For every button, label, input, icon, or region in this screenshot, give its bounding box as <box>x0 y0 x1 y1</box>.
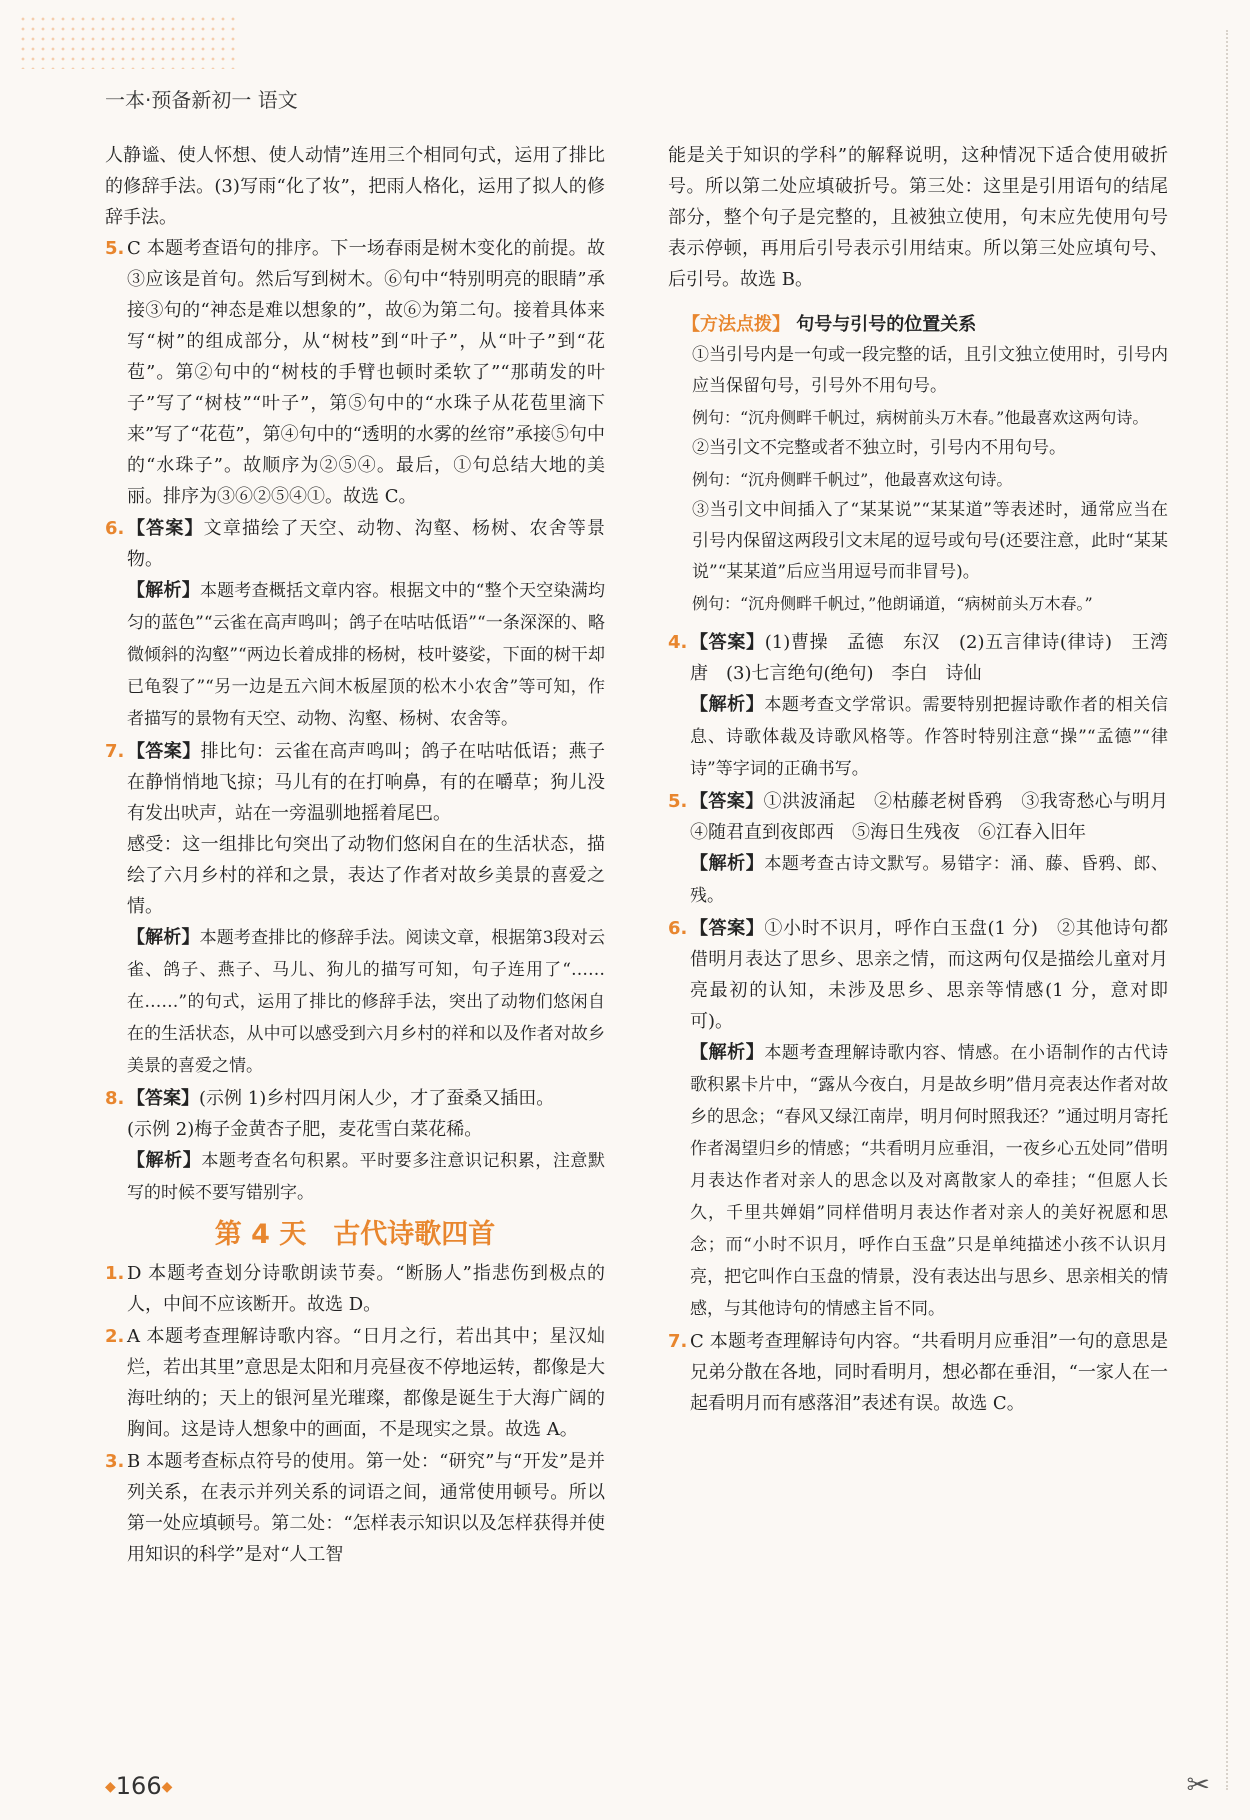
left-column <box>105 140 605 1571</box>
question-4-right: 4. 【答案】(1)曹操 孟德 东汉 (2)五言律诗(律诗) 王湾 唐 (3)七言绝句(绝句) 李白 诗仙 【解析】本题考查文学常识。需要特别把握诗歌作者的相关信息、诗歌体裁及诗歌风格等。作答时特别注意“操”“孟德”“律诗”等字词的正确书写。 <box>668 632 1186 779</box>
page-header: 一本·预备新初一 语文 <box>105 88 298 112</box>
question-7: 7. 【答案】排比句：云雀在高声鸣叫；鸽子在咕咕低语；燕子在静悄悄地飞掠；马儿有的在打响鼻，有的在嚼草；狗儿没有发出吠声，站在一旁温驯地摇着尾巴。 感受：这一组排比句突出了动物们悠闲自在的生活状态，描绘了六月乡村的祥和之景，表达了作者对故乡美景的喜爱之情。 【解析】本题考查排比的修辞手法。阅读文章，根据第3段对云雀、鸽子、燕子、马儿、狗儿的描写可知，句子连用了“……在……”的句式，运用了排比的修辞手法，突出了动物们悠闲自在的生活状态，从中可以感受到六月乡村的祥和以及作者对故乡美景的喜爱之情。 <box>105 741 606 1076</box>
question-6: 6. 【答案】文章描绘了天空、动物、沟壑、杨树、农舍等景物。 【解析】本题考查概括文章内容。根据文中的“整个天空染满均匀的蓝色”“云雀在高声鸣叫；鸽子在咕咕低语”“一条深深的、略微倾斜的沟壑”“两边长着成排的杨树，枝叶婆娑，下面的树干却已龟裂了”“另一边是五六间木板屋顶的松木小农舍”等可知，作者描写的景物有天空、动物、沟壑、杨树、农舍等。 <box>105 518 606 729</box>
question-7-right: 7. C 本题考查理解诗句内容。“共看明月应垂泪”一句的意思是兄弟分散在各地，同时看明月，想必都在垂泪，“一家人在一起看明月而有感落泪”表述有误。故选 C。 <box>668 1331 1168 1414</box>
section-question-2: 2. A 本题考查理解诗歌内容。“日月之行，若出其中；星汉灿烂，若出其里”意思是太阳和月亮昼夜不停地运转，都像是大海吐纳的；天上的银河星光璀璨，都像是诞生于大海广阔的胸间。这是诗人想象中的画面，不是现实之景。故选 A。 <box>105 1326 605 1440</box>
section-question-1: 1. D 本题考查划分诗歌朗读节奏。“断肠人”指悲伤到极点的人，中间不应该断开。故选 D。 <box>105 1263 605 1315</box>
section-question-3: 3. B 本题考查标点符号的使用。第一处：“研究”与“开发”是并列关系，在表示并列关系的词语之间，通常使用顿号。所以第一处应填顿号。第二处：“怎样表示知识以及怎样获得并使用知识的科学”是对“人工智 <box>105 1451 605 1565</box>
continued-text: 能是关于知识的学科”的解释说明，这种情况下适合使用破折号。所以第二处应填破折号。第三处：这里是引用语句的结尾部分，整个句子是完整的，且被独立使用，句末应先使用句号表示停顿，再用后引号表示引用结束。所以第三处应填句号、后引号。故选 B。 <box>668 145 1168 290</box>
section-title: 第 4 天 古代诗歌四首 <box>214 1219 496 1250</box>
right-column <box>668 140 1187 1420</box>
question-5: 5. C 本题考查语句的排序。下一场春雨是树木变化的前提。故③应该是首句。然后写到树木。⑥句中“特别明亮的眼睛”承接③句的“神态是难以想象的”，故⑥为第二句。接着具体来写“树”的组成部分，从“树枝”到“叶子”，从“叶子”到“花苞”。第②句中的“树枝的手臂也顿时柔软了”“那萌发的叶子”写了“树枝”“叶子”，第⑤句中的“水珠子从花苞里滴下来”写了“花苞”，第④句中的“透明的水雾的丝帘”承接⑤句中的“水珠子”。故顺序为②⑤④。最后，①句总结大地的美丽。排序为③⑥②⑤④①。故选 C。 <box>105 238 606 507</box>
method-heading: 【方法点拨】 句号与引号的位置关系 <box>682 314 977 335</box>
decorative-dots <box>18 14 238 69</box>
scissors-icon: ✂ <box>1186 1768 1210 1801</box>
question-5-right: 5. 【答案】①洪波涌起 ②枯藤老树昏鸦 ③我寄愁心与明月 ④随君直到夜郎西 ⑤海日生残夜 ⑥江春入旧年 【解析】本题考查古诗文默写。易错字：涌、藤、昏鸦、郎、残。 <box>668 791 1187 906</box>
question-6-right: 6. 【答案】①小时不识月，呼作白玉盘(1 分) ②其他诗句都借明月表达了思乡、思亲之情，而这两句仅是描绘儿童对月亮最初的认知，未涉及思乡、思亲等情感(1 分，意对即可)。 【解析】本题考查理解诗歌内容、情感。在小语制作的古代诗歌积累卡片中，“露从今夜白，月是故乡明”借月亮表达作者对故乡的思念；“春风又绿江南岸，明月何时照我还？”通过明月寄托作者渴望归乡的情感；“共看明月应垂泪，一夜乡心五处同”借明月表达作者对亲人的思念以及对离散家人的牵挂；“但愿人长久，千里共婵娟”同样借明月表达作者对亲人的美好祝愿和思念；而“小时不识月，呼作白玉盘”只是单纯描述小孩不认识月亮，把它叫作白玉盘的情景，没有表达出与思乡、思亲相关的情感，与其他诗句的情感主旨不同。 <box>668 918 1169 1319</box>
intro-text: 人静谧、使人怀想、使人动情”连用三个相同句式，运用了排比的修辞手法。(3)写雨“化了妆”，把雨人格化，运用了拟人的修辞手法。 <box>105 145 605 228</box>
answer-tag: 【答案】 <box>127 518 204 539</box>
analysis-tag: 【解析】 <box>127 580 200 601</box>
question-8: 8. 【答案】(示例 1)乡村四月闲人少，才了蚕桑又插田。 (示例 2)梅子金黄杏子肥，麦花雪白菜花稀。 【解析】本题考查名句积累。平时要多注意识记积累，注意默写的时候不要写错别字。 <box>105 1088 606 1203</box>
method-tip-box: 【方法点拨】 句号与引号的位置关系 ①当引号内是一句或一段完整的话，且引文独立使用时，引号内应当保留句号，引号外不用句号。 例句：“沉舟侧畔千帆过，病树前头万木春。”他最喜欢这两句诗。 ②当引文不完整或者不独立时，引号内不用句号。 例句：“沉舟侧畔千帆过”，他最喜欢这句诗。 ③当引文中间插入了“某某说”“某某道”等表述时，通常应当在引号内保留这两段引文末尾的逗号或句号(还要注意，此时“某某说”“某某道”后应当用逗号而非冒号)。 例句：“沉舟侧畔千帆过，”他朗诵道，“病树前头万木春。” <box>682 309 1168 619</box>
page-number: ◆166◆ <box>105 1772 173 1800</box>
margin-dotted-line <box>1226 30 1228 1790</box>
